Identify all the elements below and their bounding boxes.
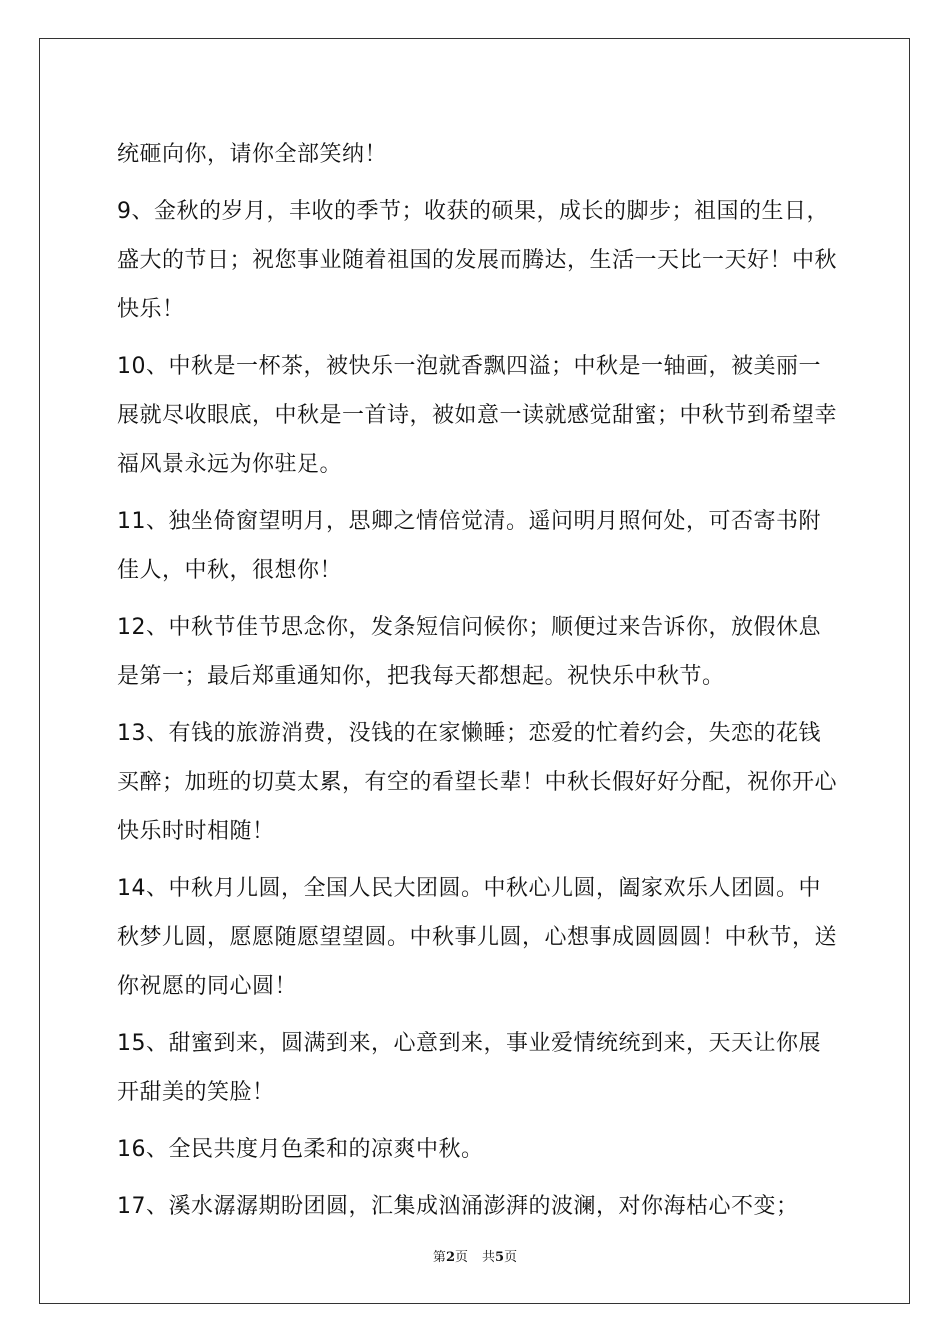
paragraph: 17、溪水潺潺期盼团圆，汇集成汹涌澎湃的波澜，对你海枯心不变； [117,1194,799,1219]
paragraph: 统砸向你，请你全部笑纳！ [117,142,388,167]
page-total: 5 [495,1250,505,1265]
document-body [117,130,837,1239]
paragraph: 9、金秋的岁月，丰收的季节；收获的硕果，成长的脚步；祖国的生日，盛大的节日；祝您事业随着祖国的发展而腾达，生活一天比一天好！中秋快乐！ [117,199,838,322]
paragraph: 14、中秋月儿圆，全国人民大团圆。中秋心儿圆，阖家欢乐人团圆。中秋梦儿圆，愿愿随愿望望圆。中秋事儿圆，心想事成圆圆圆！中秋节，送你祝愿的同心圆！ [117,876,838,999]
paragraph: 11、独坐倚窗望明月，思卿之情倍觉清。遥问明月照何处，可否寄书附佳人，中秋，很想你！ [117,509,821,583]
paragraph: 12、中秋节佳节思念你，发条短信问候你；顺便过来告诉你，放假休息是第一；最后郑重通知你，把我每天都想起。祝快乐中秋节。 [117,615,821,689]
page-footer [0,1246,950,1265]
paragraph: 15、甜蜜到来，圆满到来，心意到来，事业爱情统统到来，天天让你展开甜美的笑脸！ [117,1031,821,1105]
page-prefix: 第 [432,1250,446,1265]
page-current: 2 [445,1250,455,1265]
total-suffix: 页 [504,1250,518,1265]
paragraph: 13、有钱的旅游消费，没钱的在家懒睡；恋爱的忙着约会，失恋的花钱买醉；加班的切莫太累，有空的看望长辈！中秋长假好好分配，祝你开心快乐时时相随！ [117,721,838,844]
page-suffix: 页 [454,1250,468,1265]
paragraph: 16、全民共度月色柔和的凉爽中秋。 [117,1137,484,1162]
total-prefix: 共 [482,1250,496,1265]
paragraph: 10、中秋是一杯茶，被快乐一泡就香飘四溢；中秋是一轴画，被美丽一展就尽收眼底，中秋是一首诗，被如意一读就感觉甜蜜；中秋节到希望幸福风景永远为你驻足。 [117,354,838,477]
